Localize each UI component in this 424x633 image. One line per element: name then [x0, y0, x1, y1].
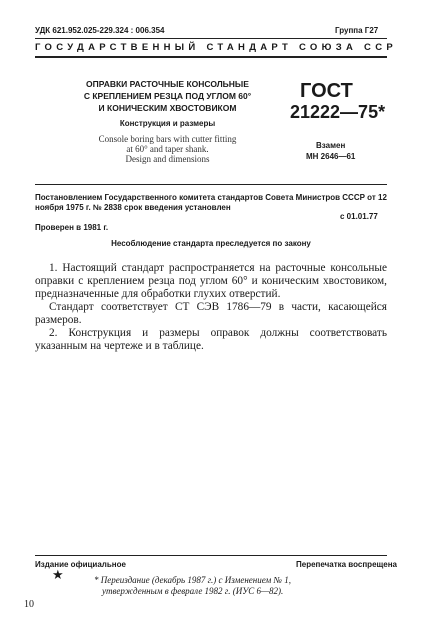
- penalty-notice: Несоблюдение стандарта преследуется по закону: [111, 239, 311, 248]
- reprint-prohibited: Перепечатка воспрещена: [296, 560, 397, 569]
- body-paragraph: 2. Конструкция и размеры оправок должны соответствовать указанным на чертеже и в таблице.: [35, 327, 387, 352]
- footer-rule: [35, 555, 387, 556]
- document-title: [60, 78, 275, 114]
- gost-number: 21222—75*: [290, 102, 386, 122]
- body-paragraph: 1. Настоящий стандарт распространяется на расточные консольные оправки с креплением резца под углом 60° и коническим хвостовиком, предназначенные для обработки глухих отверстий.: [35, 262, 387, 300]
- decree-text: Постановлением Государственного комитета стандартов Совета Министров СССР от 12 ноября 1975 г. № 2838 срок введения установлен: [35, 193, 387, 212]
- star-icon: ★: [52, 567, 64, 582]
- udk-code: УДК 621.952.025-229.324 : 006.354: [35, 26, 165, 35]
- subtitle-english-line: at 60° and taper shank.: [126, 144, 209, 154]
- footnote-line: утвержденным в феврале 1982 г. (ИУС 6—82).: [102, 586, 284, 596]
- replaces-value: МН 2646—61: [306, 152, 356, 161]
- page-number: 10: [24, 599, 34, 610]
- group-code: Группа Г27: [335, 26, 379, 35]
- replaces-label: Взамен: [316, 141, 346, 150]
- footnote-line: * Переиздание (декабрь 1987 г.) с Изменением № 1,: [94, 575, 291, 585]
- header-rule-top: [35, 38, 387, 39]
- body-paragraph: Стандарт соответствует СТ СЭВ 1786—79 в части, касающейся размеров.: [35, 301, 387, 326]
- subtitle-english: [60, 134, 275, 164]
- checked-note: Проверен в 1981 г.: [35, 223, 109, 232]
- header-rule-bottom: [35, 56, 387, 58]
- subtitle-russian: Конструкция и размеры: [119, 119, 216, 128]
- effective-date: с 01.01.77: [340, 212, 378, 221]
- title-line: И КОНИЧЕСКИМ ХВОСТОВИКОМ: [98, 103, 237, 113]
- official-edition: Издание официальное: [35, 560, 126, 569]
- gost-label: ГОСТ: [300, 80, 353, 102]
- footnote: [94, 575, 394, 597]
- subtitle-english-line: Console boring bars with cutter fitting: [98, 134, 237, 144]
- title-line: ОПРАВКИ РАСТОЧНЫЕ КОНСОЛЬНЫЕ: [86, 79, 249, 89]
- title-line: С КРЕПЛЕНИЕМ РЕЗЦА ПОД УГЛОМ 60°: [83, 91, 252, 101]
- body-text: [35, 262, 387, 353]
- standard-banner: ГОСУДАРСТВЕННЫЙ СТАНДАРТ СОЮЗА ССР: [35, 42, 398, 53]
- subtitle-english-line: Design and dimensions: [125, 154, 210, 164]
- section-rule: [35, 184, 387, 185]
